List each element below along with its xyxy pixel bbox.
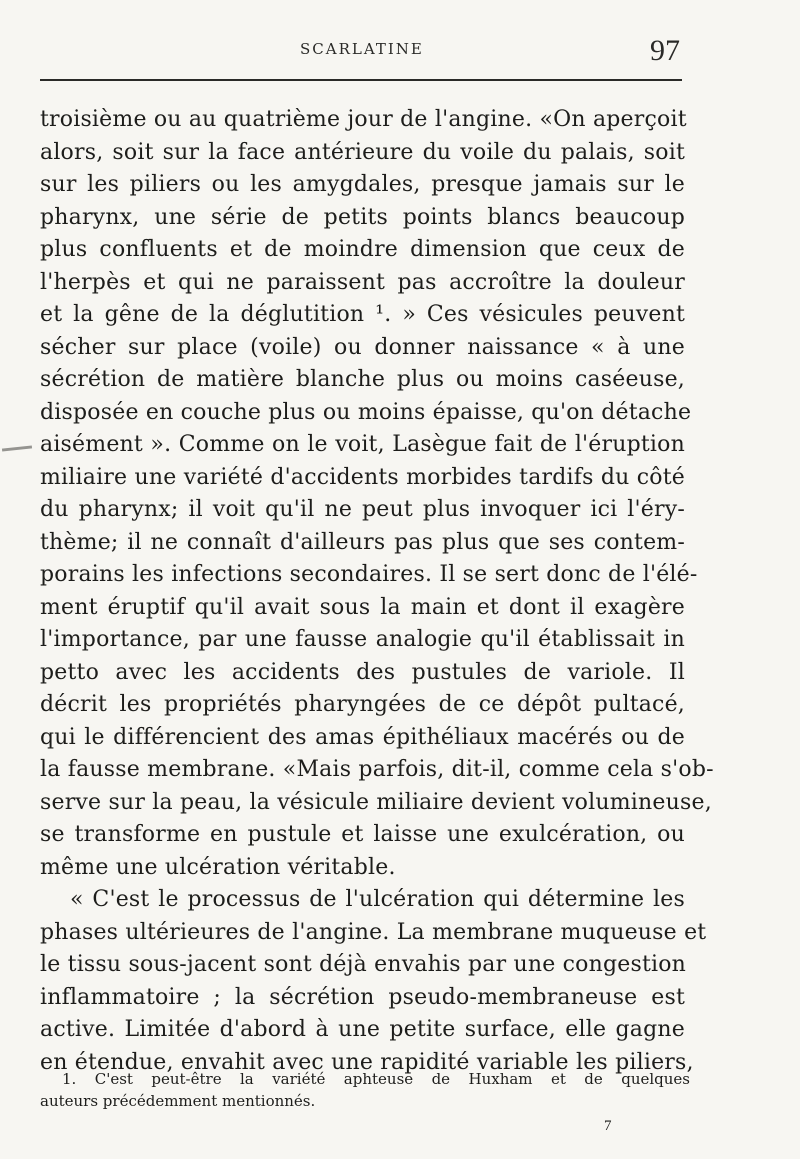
text-line: le tissu sous-jacent sont déjà envahis par une congestion: [40, 952, 687, 977]
text-line: aisément ». Comme on le voit, Lasègue fait de l'éruption: [40, 432, 685, 457]
text-line: l'importance, par une fausse analogie qu'il établissait in: [40, 627, 685, 652]
running-title: SCARLATINE: [300, 40, 424, 58]
footnote-line: 1. C'est peut-être la variété aphteuse de Huxham et de quelques: [62, 1070, 690, 1088]
text-line: se transforme en pustule et laisse une exulcération, ou: [40, 822, 685, 847]
text-line: l'herpès et qui ne paraissent pas accroître la douleur: [40, 269, 685, 295]
text-line: sécrétion de matière blanche plus ou moins caséeuse,: [40, 367, 685, 392]
text-line: inflammatoire ; la sécrétion pseudo-membraneuse est: [40, 984, 685, 1010]
text-line: troisième ou au quatrième jour de l'angine. «On aperçoit: [40, 107, 687, 132]
text-line: décrit les propriétés pharyngées de ce dépôt pultacé,: [40, 692, 685, 717]
footnote-line: auteurs précédemment mentionnés.: [40, 1092, 316, 1110]
text-line: alors, soit sur la face antérieure du voile du palais, soit: [40, 139, 685, 165]
text-line: active. Limitée d'abord à une petite surface, elle gagne: [40, 1017, 685, 1042]
footnotes: [40, 1068, 690, 1112]
text-line: ment éruptif qu'il avait sous la main et dont il exagère: [40, 594, 685, 620]
text-line: qui le différencient des amas épithéliaux macérés ou de: [40, 724, 685, 750]
text-line: et la gêne de la déglutition ¹. » Ces vésicules peuvent: [40, 302, 685, 327]
text-line: en étendue, envahit avec une rapidité variable les piliers,: [40, 1049, 694, 1075]
text-line: sur les piliers ou les amygdales, presque jamais sur le: [40, 172, 685, 197]
text-line: thème; il ne connaît d'ailleurs pas plus que ses contem-: [40, 529, 685, 555]
text-line: disposée en couche plus ou moins épaisse, qu'on détache: [40, 399, 692, 425]
text-line: sécher sur place (voile) ou donner naissance « à une: [40, 334, 685, 360]
text-line: du pharynx; il voit qu'il ne peut plus invoquer ici l'éry-: [40, 497, 685, 522]
text-line: porains les infections secondaires. Il se sert donc de l'élé-: [40, 562, 698, 587]
text-line: miliaire une variété d'accidents morbides tardifs du côté: [40, 464, 685, 490]
running-header: [0, 34, 800, 67]
text-line: phases ultérieures de l'angine. La membrane muqueuse et: [40, 919, 707, 945]
margin-ink-mark: [2, 445, 32, 451]
signature-mark: 7: [604, 1118, 612, 1134]
text-line: pharynx, une série de petits points blancs beaucoup: [40, 204, 685, 230]
text-line: la fausse membrane. «Mais parfois, dit-il, comme cela s'ob-: [40, 757, 714, 782]
page-number: 97: [650, 34, 680, 67]
text-line: serve sur la peau, la vésicule miliaire devient volumineuse,: [40, 789, 712, 815]
text-line: petto avec les accidents des pustules de variole. Il: [40, 659, 685, 685]
header-rule: [40, 79, 682, 81]
text-line: même une ulcération véritable.: [40, 854, 396, 880]
text-line: « C'est le processus de l'ulcération qui détermine les: [70, 887, 685, 912]
text-line: plus confluents et de moindre dimension que ceux de: [40, 237, 685, 262]
